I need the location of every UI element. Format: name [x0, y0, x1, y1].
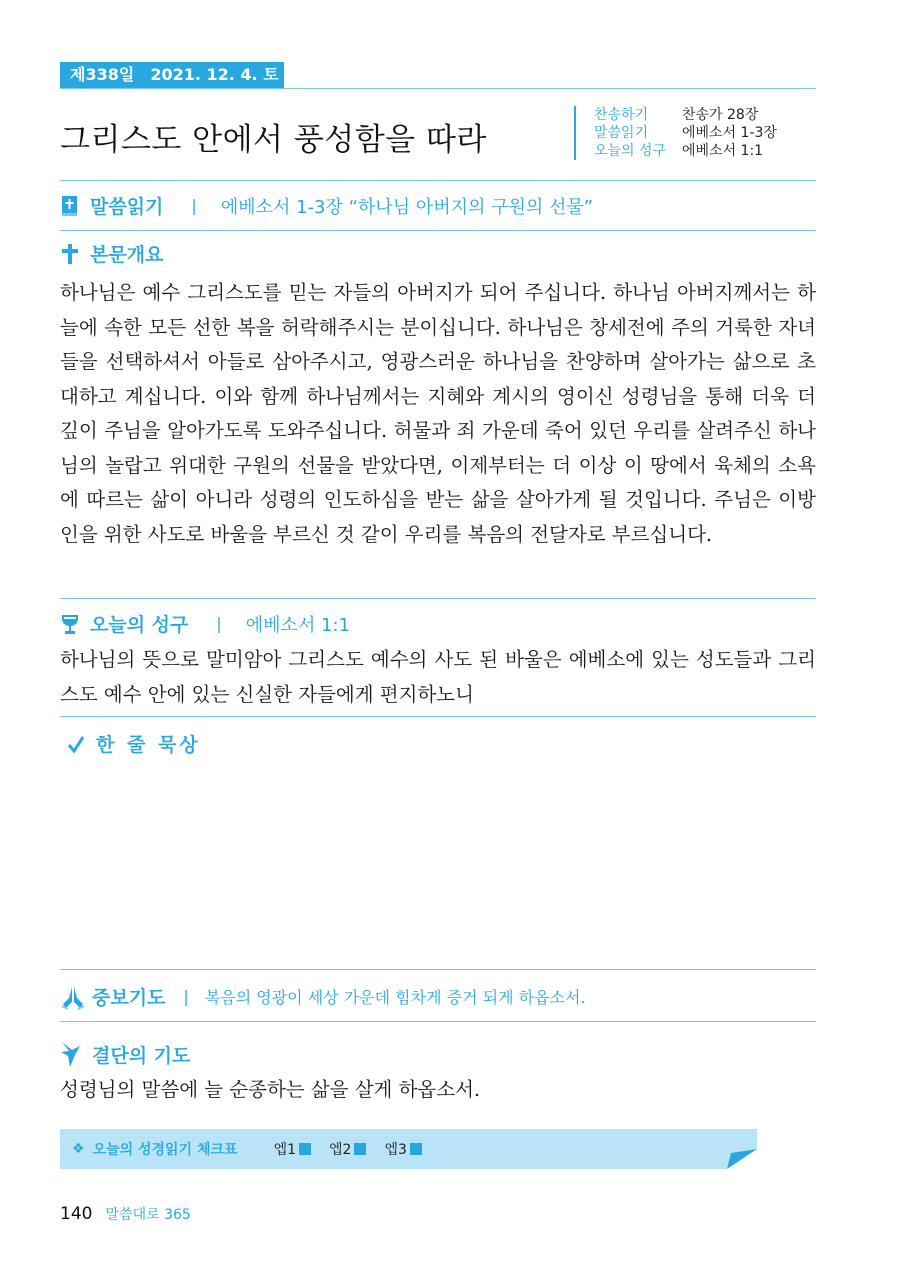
- intercession-rule: [60, 1021, 816, 1022]
- page-footer: [60, 1204, 191, 1224]
- overview-text: 하나님은 예수 그리스도를 믿는 자들의 아버지가 되어 주십니다. 하나님 아버지께서는 하늘에 속한 모든 선한 복을 허락해주시는 분이십니다. 하나님은 창세전에 주의 거룩한 자녀들을 선택하셔서 아들로 삼아주시고, 영광스러운 하나님을 찬양하며 살아가는 삶으로 초대하고 계십니다. 이와 함께 하나님께서는 지혜와 계시의 영이신 성령님을 통해 더욱 더 깊이 주님을 알아가도록 도와주십니다. 허물과 죄 가운데 죽어 있던 우리를 살려주신 하나님의 놀랍고 위대한 구원의 선물을 받았다면, 이제부터는 더 이상 이 땅에서 육체의 소욕에 따르는 삶이 아니라 성령의 인도하심을 받는 삶을 살아가게 될 것입니다. 주님은 이방인을 위한 사도로 바울을 부르신 것 같이 우리를 복음의 전달자로 부르십니다.: [60, 281, 816, 546]
- meditation-rule: [60, 969, 816, 970]
- page-number: 140: [60, 1204, 93, 1224]
- reading-checklist: [60, 1129, 757, 1169]
- header-rule: [60, 88, 816, 89]
- verse-reference: 에베소서 1:1: [245, 614, 351, 636]
- checkbox[interactable]: [299, 1143, 311, 1155]
- chalice-icon: [60, 613, 80, 635]
- verse-separator: |: [216, 614, 222, 633]
- checklist-item-eph3[interactable]: 엡3: [384, 1139, 421, 1159]
- side-info-hymn: 찬송하기 찬송가 28장: [594, 107, 759, 123]
- page-corner-fold: [727, 1149, 757, 1169]
- overview-rule: [60, 598, 816, 599]
- verse-section-header: [60, 610, 350, 637]
- page-title: 그리스도 안에서 풍성함을 따라: [60, 122, 487, 158]
- side-info-verse: 오늘의 성구 에베소서 1:1: [594, 143, 764, 159]
- resolution-label: 결단의 기도: [92, 1044, 191, 1067]
- resolution-text: 성령님의 말씀에 늘 순종하는 삶을 살게 하옵소서.: [60, 1078, 481, 1101]
- reading-label: 말씀읽기: [90, 196, 164, 218]
- intercession-section-header: [60, 983, 586, 1010]
- verse-label: 오늘의 성구: [90, 614, 189, 636]
- title-rule: [60, 180, 816, 181]
- resolution-section-header: [60, 1040, 190, 1068]
- diamond-icon: ❖: [72, 1141, 85, 1157]
- meditation-section-header: [68, 730, 201, 757]
- overview-label: 본문개요: [90, 244, 164, 266]
- verse-text: 하나님의 뜻으로 말미암아 그리스도 예수의 사도 된 바울은 에베소에 있는 성도들과 그리스도 예수 안에 있는 신실한 자들에게 편지하노니: [60, 648, 816, 706]
- date-label: 2021. 12. 4. 토: [150, 65, 279, 84]
- cross-icon: [60, 243, 80, 265]
- overview-section-header: [60, 240, 163, 267]
- checklist-title: 오늘의 성경읽기 체크표: [92, 1142, 238, 1158]
- meditation-label: 한 줄 묵상: [96, 734, 201, 756]
- checklist-item-eph2[interactable]: 엡2: [329, 1139, 366, 1159]
- checklist-item-eph1[interactable]: 엡1: [274, 1139, 311, 1159]
- check-icon: [68, 733, 84, 755]
- intercession-text: 복음의 영광이 세상 가운데 힘차게 증거 되게 하옵소서.: [204, 988, 586, 1007]
- side-info-reading: 말씀읽기 에베소서 1-3장: [594, 125, 777, 141]
- dove-icon: [60, 1040, 82, 1068]
- day-label: 제338일: [70, 65, 135, 84]
- reading-rule: [60, 230, 816, 231]
- reading-section-header: [60, 192, 593, 219]
- meditation-writing-area[interactable]: [60, 765, 816, 960]
- intercession-label: 중보기도: [92, 987, 166, 1009]
- book-title: 말씀대로 365: [105, 1207, 191, 1223]
- verse-rule: [60, 716, 816, 717]
- intercession-separator: |: [183, 987, 189, 1006]
- checkbox[interactable]: [354, 1143, 366, 1155]
- date-bar: [60, 62, 284, 88]
- checkbox[interactable]: [410, 1143, 422, 1155]
- reading-value: 에베소서 1-3장 “하나님 아버지의 구원의 선물”: [220, 196, 594, 218]
- bible-icon: [60, 195, 80, 217]
- praying-hands-icon: [60, 984, 86, 1010]
- side-info: [574, 106, 777, 160]
- reading-separator: |: [191, 196, 197, 215]
